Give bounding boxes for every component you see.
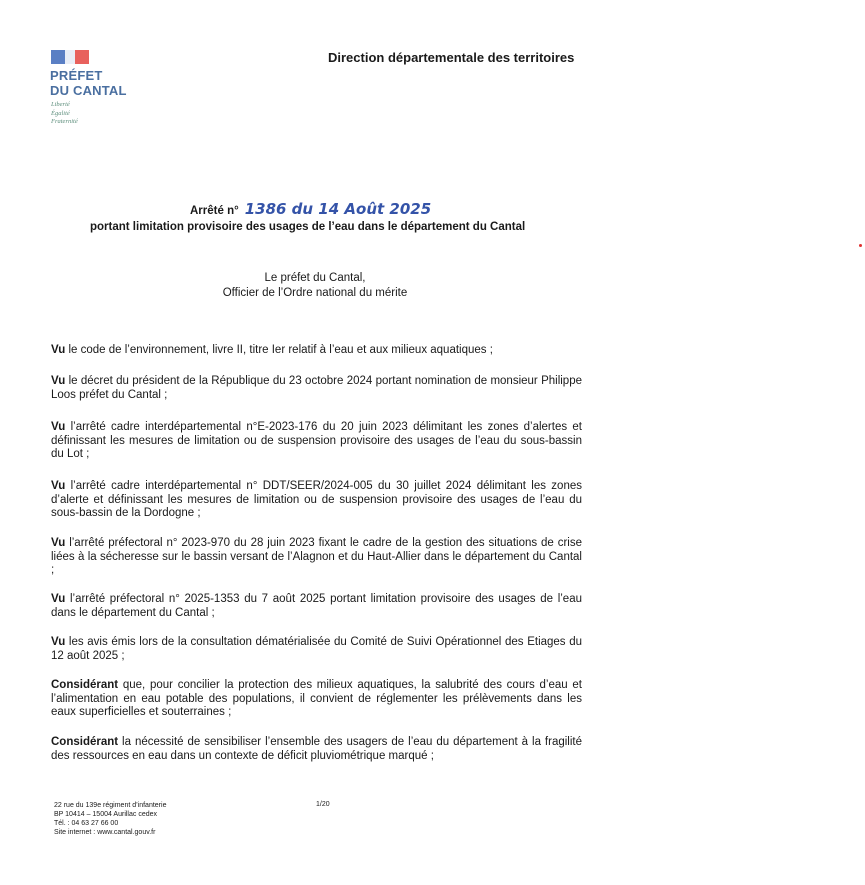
footer-phone: Tél. : 04 63 27 66 00 bbox=[54, 820, 119, 827]
footer-website: Site internet : www.cantal.gouv.fr bbox=[54, 829, 156, 836]
prefet-line1: PRÉFET bbox=[50, 68, 103, 83]
prefet-intro-line1: Le préfet du Cantal, bbox=[264, 272, 366, 284]
visa-paragraph: Vu les avis émis lors de la consultation dématérialisée du Comité de Suivi Opérationnel des Etiages du 12 août 2025 ; bbox=[51, 636, 582, 662]
decree-title bbox=[190, 200, 431, 218]
visa-paragraph: Vu l’arrêté préfectoral n° 2023-970 du 28 juin 2023 fixant le cadre de la gestion des situations de crise liées à la sécheresse sur le bassin versant de l’Alagnon et du Haut-Allier dans le département du Cantal ; bbox=[51, 537, 582, 577]
republic-motto bbox=[51, 101, 78, 127]
considerant-paragraph: Considérant la nécessité de sensibiliser l’ensemble des usagers de l’eau du département à la fragilité des ressources en eau dans un contexte de déficit pluviométrique marqué ; bbox=[51, 736, 582, 762]
prefet-line2: DU CANTAL bbox=[50, 83, 127, 98]
handwritten-decree-number: 1386 du 14 Août 2025 bbox=[244, 200, 432, 218]
page-number: 1/20 bbox=[316, 801, 330, 808]
decree-subtitle: portant limitation provisoire des usages de l’eau dans le département du Cantal bbox=[90, 221, 526, 233]
visa-paragraph: Vu l’arrêté cadre interdépartemental n° DDT/SEER/2024-005 du 30 juillet 2024 délimitant les zones d’alerte et définissant les mesures de limitation ou de suspension provisoire des usages de l’eau du sous-bassin de la Dordogne ; bbox=[51, 480, 582, 520]
visa-paragraph: Vu le code de l’environnement, livre II, titre Ier relatif à l’eau et aux milieux aquatiques ; bbox=[51, 344, 493, 356]
motto-fraternite: Fraternité bbox=[51, 118, 78, 125]
considerant-paragraph: Considérant que, pour concilier la protection des milieux aquatiques, la salubrité des cours d’eau et l’alimentation en eau potable des populations, il convient de réglementer les prélèvements dans les eaux superficielles et souterraines ; bbox=[51, 679, 582, 719]
footer-bp: BP 10414 – 15004 Aurillac cedex bbox=[54, 811, 158, 818]
prefet-logo-text bbox=[50, 68, 127, 98]
motto-liberte: Liberté bbox=[51, 101, 70, 108]
visa-paragraph: Vu l’arrêté cadre interdépartemental n°E-2023-176 du 20 juin 2023 délimitant les zones d’alertes et définissant les mesures de limitation ou de suspension provisoire des usages de l’eau du sous-bassin du Lot ; bbox=[51, 421, 582, 461]
scan-mark bbox=[859, 244, 862, 247]
visa-paragraph: Vu l’arrêté préfectoral n° 2025-1353 du 7 août 2025 portant limitation provisoire des usages de l’eau dans le département du Cantal ; bbox=[51, 593, 582, 619]
motto-egalite: Égalité bbox=[51, 109, 70, 117]
department-header: Direction départementale des territoires bbox=[328, 50, 575, 65]
prefet-intro-line2: Officier de l’Ordre national du mérite bbox=[222, 287, 408, 299]
footer-address bbox=[54, 801, 166, 837]
visa-paragraph: Vu le décret du président de la République du 23 octobre 2024 portant nomination de monsieur Philippe Loos préfet du Cantal ; bbox=[51, 375, 582, 401]
footer-street: 22 rue du 139e régiment d’infanterie bbox=[54, 802, 167, 809]
marianne-flag-logo bbox=[51, 50, 89, 64]
decree-prefix: Arrêté n° bbox=[190, 205, 239, 217]
